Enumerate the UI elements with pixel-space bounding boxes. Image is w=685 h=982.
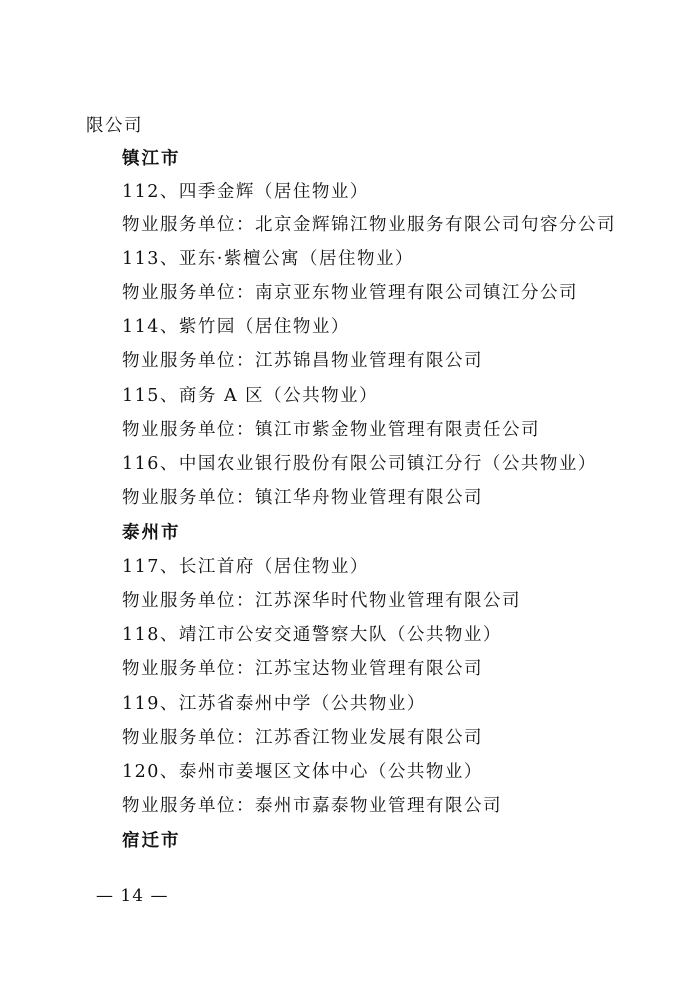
entry-unit-113: 物业服务单位：南京亚东物业管理有限公司镇江分公司 — [122, 283, 578, 303]
entry-title-117: 117、长江首府（居住物业） — [122, 557, 369, 577]
entry-title-115: 115、商务 A 区（公共物业） — [122, 386, 379, 406]
entry-unit-117: 物业服务单位：江苏深华时代物业管理有限公司 — [122, 591, 521, 611]
entry-unit-120: 物业服务单位：泰州市嘉泰物业管理有限公司 — [122, 796, 502, 816]
entry-title-116: 116、中国农业银行股份有限公司镇江分行（公共物业） — [122, 454, 597, 474]
entry-unit-116: 物业服务单位：镇江华舟物业管理有限公司 — [122, 488, 483, 508]
entry-title-120: 120、泰州市姜堰区文体中心（公共物业） — [122, 762, 483, 782]
entry-unit-114: 物业服务单位：江苏锦昌物业管理有限公司 — [122, 351, 483, 371]
entry-title-119: 119、江苏省泰州中学（公共物业） — [122, 694, 426, 714]
entry-title-118: 118、靖江市公安交通警察大队（公共物业） — [122, 625, 502, 645]
entry-title-113: 113、亚东·紫檀公寓（居住物业） — [122, 249, 414, 269]
entry-unit-119: 物业服务单位：江苏香江物业发展有限公司 — [122, 728, 483, 748]
page-number: — 14 — — [96, 886, 169, 906]
city-heading-taizhou: 泰州市 — [122, 523, 181, 543]
entry-title-114: 114、紫竹园（居住物业） — [122, 317, 350, 337]
entry-unit-115: 物业服务单位：镇江市紫金物业管理有限责任公司 — [122, 420, 540, 440]
continuation-text: 限公司 — [86, 116, 143, 136]
entry-unit-118: 物业服务单位：江苏宝达物业管理有限公司 — [122, 659, 483, 679]
entry-unit-112: 物业服务单位：北京金辉锦江物业服务有限公司句容分公司 — [122, 215, 616, 235]
entry-title-112: 112、四季金辉（居住物业） — [122, 182, 369, 202]
city-heading-zhenjiang: 镇江市 — [122, 149, 181, 169]
city-heading-suqian: 宿迁市 — [122, 831, 181, 851]
